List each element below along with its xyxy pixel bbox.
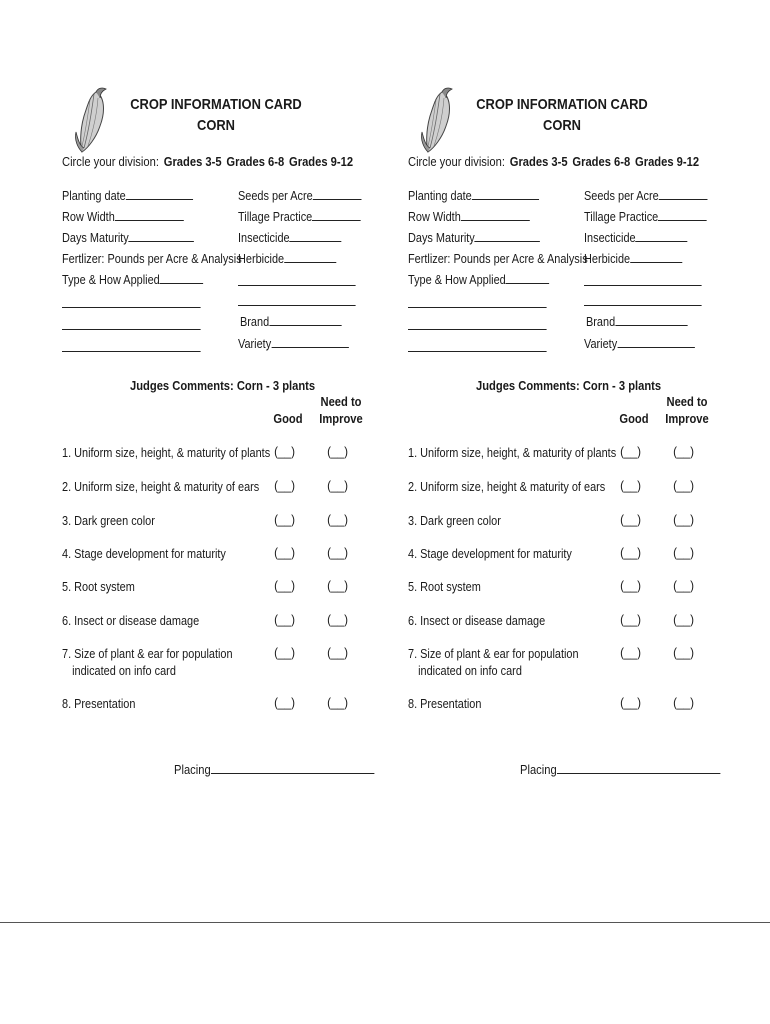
criterion-text: 2. Uniform size, height & maturity of ears: [408, 479, 606, 494]
field-left-2: [408, 230, 540, 245]
field-label: Fertlizer: Pounds per Acre & Analysis: [62, 251, 242, 266]
col-header-good: Good: [273, 411, 303, 426]
criterion-text: 2. Uniform size, height & maturity of ears: [62, 479, 260, 494]
checkbox-need-improve-8[interactable]: (__): [673, 695, 694, 710]
checkbox-good-4[interactable]: (__): [274, 545, 295, 560]
criterion-1: [408, 444, 616, 461]
criterion-2: [408, 478, 605, 495]
criterion-3: [62, 512, 155, 529]
placing-label: Placing: [174, 762, 211, 777]
grade-option-9-12[interactable]: Grades 9-12: [289, 154, 354, 169]
field-label: Insecticide: [584, 230, 636, 245]
checkbox-need-improve-1[interactable]: (__): [673, 444, 694, 459]
grade-option-6-8[interactable]: Grades 6-8: [226, 154, 285, 169]
field-label: Tillage Practice: [584, 209, 659, 224]
grade-option-3-5[interactable]: Grades 3-5: [509, 154, 568, 169]
checkbox-need-improve-2[interactable]: (__): [327, 478, 348, 493]
crop-info-card-right: [408, 78, 753, 798]
checkbox-need-improve-7[interactable]: (__): [673, 645, 694, 660]
placing-blank[interactable]: [557, 762, 720, 774]
checkbox-good-5[interactable]: (__): [274, 578, 295, 593]
blank-line[interactable]: [630, 251, 682, 263]
criterion-text: 3. Dark green color: [408, 513, 501, 528]
field-left-4: [408, 272, 549, 287]
page-edge-line: [0, 922, 770, 923]
blank-line[interactable]: [506, 272, 550, 284]
card-title: [118, 94, 314, 136]
checkbox-need-improve-1[interactable]: (__): [327, 444, 348, 459]
field-right-3: [238, 251, 336, 266]
col-header-need-to-improve: Need to Improve: [319, 394, 363, 426]
checkbox-good-2[interactable]: (__): [274, 478, 295, 493]
card-title: [464, 94, 660, 136]
blank-line[interactable]: [659, 188, 708, 200]
blank-row-right-1[interactable]: [584, 294, 702, 309]
criterion-4: [408, 545, 572, 562]
checkbox-good-8[interactable]: (__): [274, 695, 295, 710]
criterion-text: 7. Size of plant & ear for population: [408, 646, 579, 661]
division-label: Circle your division:: [62, 154, 159, 169]
field-label: Days Maturity: [408, 230, 475, 245]
checkbox-good-3[interactable]: (__): [274, 512, 295, 527]
blank-row-right-1[interactable]: [238, 294, 356, 309]
blank-line[interactable]: [284, 251, 336, 263]
blank-line[interactable]: [475, 230, 541, 242]
criterion-text-cont: indicated on info card: [72, 663, 176, 678]
field-label: Row Width: [62, 209, 115, 224]
field-right-4: [586, 314, 687, 329]
placing-blank[interactable]: [211, 762, 374, 774]
card-title-line1: CROP INFORMATION CARD: [476, 96, 648, 113]
card-title-line1: CROP INFORMATION CARD: [130, 96, 302, 113]
criterion-5: [62, 578, 135, 595]
card-title-line2: CORN: [542, 117, 581, 134]
blank-row-left-2[interactable]: [408, 340, 547, 355]
field-label: Insecticide: [238, 230, 290, 245]
blank-line[interactable]: [461, 209, 530, 221]
blank-line[interactable]: [615, 314, 687, 326]
col-header-good: Good: [619, 411, 649, 426]
criterion-text: 8. Presentation: [408, 696, 482, 711]
placing-label: Placing: [520, 762, 557, 777]
blank-line[interactable]: [290, 230, 342, 242]
blank-line[interactable]: [312, 209, 361, 221]
field-label: Seeds per Acre: [238, 188, 313, 203]
criterion-text: 4. Stage development for maturity: [408, 546, 572, 561]
criterion-text: 3. Dark green color: [62, 513, 155, 528]
blank-line[interactable]: [115, 209, 184, 221]
checkbox-need-improve-4[interactable]: (__): [327, 545, 348, 560]
blank-line[interactable]: [126, 188, 193, 200]
card-title-line2: CORN: [196, 117, 235, 134]
crop-info-card-left: [62, 78, 407, 798]
division-label: Circle your division:: [408, 154, 505, 169]
criterion-7: [62, 645, 233, 679]
field-label: Seeds per Acre: [584, 188, 659, 203]
blank-row-left-0[interactable]: [62, 296, 201, 311]
field-right-1: [238, 209, 361, 224]
field-label: Fertlizer: Pounds per Acre & Analysis: [408, 251, 588, 266]
blank-row-right-0[interactable]: [584, 274, 702, 289]
blank-line[interactable]: [271, 336, 348, 348]
blank-row-left-0[interactable]: [408, 296, 547, 311]
corn-ear-icon: [416, 86, 456, 156]
field-label: Days Maturity: [62, 230, 129, 245]
blank-line[interactable]: [636, 230, 688, 242]
field-label: Variety: [584, 336, 618, 351]
blank-line[interactable]: [617, 336, 694, 348]
criterion-text: 7. Size of plant & ear for population: [62, 646, 233, 661]
field-right-0: [238, 188, 361, 203]
field-left-1: [408, 209, 530, 224]
field-right-4: [240, 314, 341, 329]
field-left-1: [62, 209, 184, 224]
judges-comments-title: Judges Comments: Corn - 3 plants: [476, 378, 662, 393]
checkbox-good-6[interactable]: (__): [274, 612, 295, 627]
criterion-7: [408, 645, 579, 679]
criterion-text: 8. Presentation: [62, 696, 136, 711]
checkbox-need-improve-2[interactable]: (__): [673, 478, 694, 493]
field-right-2: [584, 230, 688, 245]
checkbox-need-improve-7[interactable]: (__): [327, 645, 348, 660]
field-right-5: [238, 336, 348, 351]
checkbox-good-8[interactable]: (__): [620, 695, 641, 710]
checkbox-need-improve-4[interactable]: (__): [673, 545, 694, 560]
checkbox-need-improve-8[interactable]: (__): [327, 695, 348, 710]
criterion-2: [62, 478, 259, 495]
field-left-0: [62, 188, 193, 203]
field-right-3: [584, 251, 682, 266]
grade-option-3-5[interactable]: Grades 3-5: [163, 154, 222, 169]
field-right-2: [238, 230, 342, 245]
blank-line[interactable]: [658, 209, 707, 221]
criterion-text: 5. Root system: [408, 579, 481, 594]
checkbox-need-improve-6[interactable]: (__): [673, 612, 694, 627]
field-label: Planting date: [408, 188, 472, 203]
checkbox-good-5[interactable]: (__): [620, 578, 641, 593]
checkbox-need-improve-3[interactable]: (__): [327, 512, 348, 527]
field-right-0: [584, 188, 707, 203]
field-label: Planting date: [62, 188, 126, 203]
checkbox-good-7[interactable]: (__): [620, 645, 641, 660]
field-right-1: [584, 209, 707, 224]
criterion-1: [62, 444, 270, 461]
criterion-8: [62, 695, 135, 712]
criterion-text: 6. Insect or disease damage: [408, 613, 546, 628]
checkbox-need-improve-5[interactable]: (__): [327, 578, 348, 593]
field-left-3: [62, 251, 242, 266]
criterion-text: 5. Root system: [62, 579, 135, 594]
criterion-text: 1. Uniform size, height, & maturity of plants: [408, 445, 617, 460]
corn-ear-icon: [70, 86, 110, 156]
checkbox-good-6[interactable]: (__): [620, 612, 641, 627]
checkbox-good-4[interactable]: (__): [620, 545, 641, 560]
grade-option-6-8[interactable]: Grades 6-8: [572, 154, 631, 169]
blank-row-left-2[interactable]: [62, 340, 201, 355]
field-label: Type & How Applied: [62, 272, 160, 287]
division-line: [62, 154, 353, 169]
checkbox-good-3[interactable]: (__): [620, 512, 641, 527]
field-label: Brand: [240, 314, 270, 329]
field-left-0: [408, 188, 539, 203]
field-label: Brand: [586, 314, 616, 329]
field-left-2: [62, 230, 194, 245]
checkbox-good-7[interactable]: (__): [274, 645, 295, 660]
criterion-6: [408, 612, 545, 629]
division-line: [408, 154, 699, 169]
blank-line[interactable]: [472, 188, 539, 200]
criterion-text-cont: indicated on info card: [418, 663, 522, 678]
criterion-text: 6. Insect or disease damage: [62, 613, 200, 628]
judges-comments-title: Judges Comments: Corn - 3 plants: [130, 378, 316, 393]
criterion-text: 4. Stage development for maturity: [62, 546, 226, 561]
field-label: Herbicide: [238, 251, 285, 266]
placing-field: [520, 762, 720, 777]
blank-line[interactable]: [160, 272, 204, 284]
blank-line[interactable]: [313, 188, 362, 200]
checkbox-good-1[interactable]: (__): [620, 444, 641, 459]
criterion-text: 1. Uniform size, height, & maturity of plants: [62, 445, 271, 460]
field-right-5: [584, 336, 694, 351]
blank-row-right-0[interactable]: [238, 274, 356, 289]
field-label: Tillage Practice: [238, 209, 313, 224]
criterion-5: [408, 578, 481, 595]
col-header-need-to-improve: Need to Improve: [665, 394, 709, 426]
placing-field: [174, 762, 374, 777]
field-label: Herbicide: [584, 251, 631, 266]
field-label: Type & How Applied: [408, 272, 506, 287]
criterion-4: [62, 545, 226, 562]
field-left-4: [62, 272, 203, 287]
criterion-6: [62, 612, 199, 629]
field-label: Row Width: [408, 209, 461, 224]
criterion-8: [408, 695, 481, 712]
field-left-3: [408, 251, 588, 266]
criterion-3: [408, 512, 501, 529]
checkbox-need-improve-5[interactable]: (__): [673, 578, 694, 593]
checkbox-need-improve-6[interactable]: (__): [327, 612, 348, 627]
blank-line[interactable]: [269, 314, 341, 326]
checkbox-good-2[interactable]: (__): [620, 478, 641, 493]
blank-row-left-1[interactable]: [408, 318, 547, 333]
checkbox-need-improve-3[interactable]: (__): [673, 512, 694, 527]
checkbox-good-1[interactable]: (__): [274, 444, 295, 459]
grade-option-9-12[interactable]: Grades 9-12: [635, 154, 700, 169]
blank-line[interactable]: [129, 230, 195, 242]
field-label: Variety: [238, 336, 272, 351]
blank-row-left-1[interactable]: [62, 318, 201, 333]
